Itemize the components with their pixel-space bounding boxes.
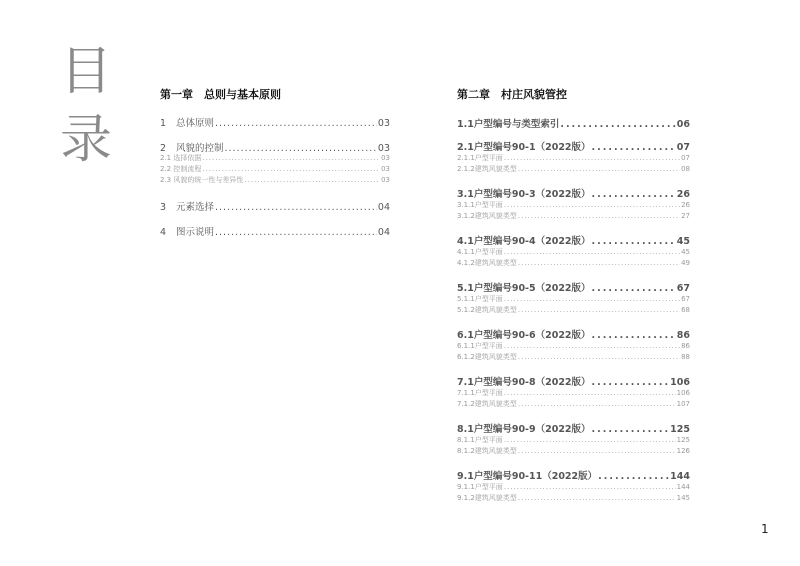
- leader-dots: [518, 447, 676, 455]
- leader-dots: [598, 471, 669, 482]
- toc-section: [457, 280, 690, 316]
- toc-entry[interactable]: [457, 233, 690, 247]
- leader-dots: [244, 176, 380, 184]
- leader-dots: [504, 436, 676, 444]
- toc-entry-label: 5.1.1户型平面: [457, 295, 503, 303]
- toc-entry[interactable]: [457, 399, 690, 410]
- toc-entry-page: 144: [670, 471, 690, 482]
- leader-dots: [504, 342, 680, 350]
- toc-entry-label: [160, 224, 214, 237]
- toc-entry[interactable]: [160, 175, 390, 186]
- toc-entry-label: 2.1.2建筑风貌类型: [457, 165, 517, 173]
- toc-title-char-2: 录: [60, 110, 113, 170]
- toc-entry[interactable]: [457, 446, 690, 457]
- chapter1-toc: [160, 115, 390, 249]
- toc-entry[interactable]: [457, 352, 690, 363]
- toc-entry-label: 6.1.2建筑风貌类型: [457, 353, 517, 361]
- toc-entry[interactable]: [457, 493, 690, 504]
- toc-entry-label: 8.1.1户型平面: [457, 436, 503, 444]
- toc-entry-label: 9.1户型编号90-11（2022版）: [457, 471, 598, 482]
- toc-entry[interactable]: [160, 140, 390, 153]
- toc-entry-label: 6.1.1户型平面: [457, 342, 503, 350]
- leader-dots: [215, 202, 377, 212]
- toc-entry-page: 125: [670, 424, 690, 435]
- toc-entry-page: 45: [681, 248, 690, 256]
- toc-entry-number: 4: [160, 227, 167, 237]
- toc-section: [160, 140, 390, 186]
- toc-entry[interactable]: [457, 153, 690, 164]
- toc-entry-label: 9.1.1户型平面: [457, 483, 503, 491]
- toc-entry[interactable]: [457, 421, 690, 435]
- toc-entry-page: 03: [381, 176, 390, 184]
- leader-dots: [518, 165, 680, 173]
- page-number: 1: [761, 522, 769, 536]
- leader-dots: [504, 389, 676, 397]
- toc-entry-page: 06: [676, 119, 690, 130]
- toc-entry-label: 3.1.2建筑风貌类型: [457, 212, 517, 220]
- toc-section: [457, 468, 690, 504]
- toc-section: [457, 421, 690, 457]
- toc-entry-page: 04: [377, 202, 390, 212]
- toc-entry-label: 2.2 控制流程: [160, 165, 202, 173]
- toc-entry-page: 106: [676, 389, 690, 397]
- toc-entry[interactable]: [457, 305, 690, 316]
- toc-entry[interactable]: [457, 186, 690, 200]
- toc-entry[interactable]: [457, 139, 690, 153]
- toc-entry-label: 5.1户型编号90-5（2022版）: [457, 283, 591, 294]
- toc-entry-page: 49: [681, 259, 690, 267]
- toc-entry-page: 26: [681, 201, 690, 209]
- toc-entry-page: 04: [377, 227, 390, 237]
- toc-entry-page: 67: [676, 283, 690, 294]
- leader-dots: [518, 212, 680, 220]
- leader-dots: [592, 424, 670, 435]
- toc-section: [457, 139, 690, 175]
- leader-dots: [592, 189, 676, 200]
- toc-entry-label: [160, 199, 214, 212]
- toc-entry-page: 07: [676, 142, 690, 153]
- chapter2-title: 第二章 村庄风貌管控: [457, 88, 567, 101]
- toc-entry-page: 27: [681, 212, 690, 220]
- toc-entry-label: 7.1.1户型平面: [457, 389, 503, 397]
- toc-entry-text: 图示说明: [176, 227, 215, 237]
- toc-entry-label: 9.1.2建筑风貌类型: [457, 494, 517, 502]
- toc-entry-page: 03: [377, 143, 390, 153]
- toc-section: [457, 233, 690, 269]
- toc-entry-label: 2.1 选择依据: [160, 154, 202, 162]
- toc-entry-page: 86: [676, 330, 690, 341]
- toc-entry-number: 2: [160, 143, 167, 153]
- toc-entry-page: 03: [381, 154, 390, 162]
- toc-entry-label: 8.1户型编号90-9（2022版）: [457, 424, 591, 435]
- toc-entry-label: 4.1.2建筑风貌类型: [457, 259, 517, 267]
- toc-entry-page: 07: [681, 154, 690, 162]
- toc-entry-number: 1: [160, 118, 167, 128]
- toc-entry-page: 106: [670, 377, 690, 388]
- toc-entry-page: 125: [676, 436, 690, 444]
- toc-entry[interactable]: [457, 482, 690, 493]
- leader-dots: [504, 154, 680, 162]
- toc-entry[interactable]: [457, 200, 690, 211]
- toc-entry-label: 1.1户型编号与类型索引: [457, 119, 560, 130]
- leader-dots: [504, 248, 680, 256]
- toc-entry-page: 107: [676, 400, 690, 408]
- toc-section: [457, 186, 690, 222]
- toc-section: [160, 199, 390, 212]
- toc-entry[interactable]: [160, 153, 390, 164]
- toc-entry-label: [160, 140, 224, 153]
- toc-entry-label: 3.1户型编号90-3（2022版）: [457, 189, 591, 200]
- toc-entry-label: 2.1户型编号90-1（2022版）: [457, 142, 591, 153]
- leader-dots: [592, 377, 670, 388]
- toc-section: [160, 115, 390, 128]
- leader-dots: [202, 154, 380, 162]
- toc-entry-label: 3.1.1户型平面: [457, 201, 503, 209]
- toc-entry[interactable]: [457, 341, 690, 352]
- toc-entry[interactable]: [160, 224, 390, 237]
- toc-entry-label: 4.1户型编号90-4（2022版）: [457, 236, 591, 247]
- toc-entry-label: 7.1户型编号90-8（2022版）: [457, 377, 591, 388]
- toc-entry-page: 126: [676, 447, 690, 455]
- leader-dots: [215, 227, 377, 237]
- leader-dots: [518, 353, 680, 361]
- leader-dots: [504, 295, 680, 303]
- toc-entry[interactable]: [457, 388, 690, 399]
- leader-dots: [518, 400, 676, 408]
- toc-entry[interactable]: [457, 435, 690, 446]
- toc-entry-page: 08: [681, 165, 690, 173]
- toc-entry-page: 67: [681, 295, 690, 303]
- toc-entry[interactable]: [457, 164, 690, 175]
- toc-section: [160, 224, 390, 237]
- toc-entry-page: 144: [676, 483, 690, 491]
- toc-entry-text: 总体原则: [176, 118, 215, 128]
- toc-title-char-1: 目: [60, 42, 113, 102]
- toc-entry-text: 元素选择: [176, 202, 215, 212]
- toc-entry[interactable]: [457, 327, 690, 341]
- toc-entry-page: 03: [377, 118, 390, 128]
- toc-entry-label: [160, 115, 214, 128]
- toc-entry-page: 68: [681, 306, 690, 314]
- toc-entry[interactable]: [457, 258, 690, 269]
- toc-entry-label: 2.1.1户型平面: [457, 154, 503, 162]
- leader-dots: [504, 483, 676, 491]
- toc-entry-page: 03: [381, 165, 390, 173]
- leader-dots: [592, 142, 676, 153]
- toc-entry-text: 风貌的控制: [176, 143, 224, 153]
- toc-entry-label: 6.1户型编号90-6（2022版）: [457, 330, 591, 341]
- leader-dots: [592, 283, 676, 294]
- toc-entry[interactable]: [457, 374, 690, 388]
- toc-entry-label: 4.1.1户型平面: [457, 248, 503, 256]
- toc-entry[interactable]: [160, 164, 390, 175]
- toc-entry[interactable]: [457, 247, 690, 258]
- leader-dots: [225, 143, 377, 153]
- toc-section: [457, 327, 690, 363]
- toc-entry[interactable]: [457, 294, 690, 305]
- toc-entry-label: 7.1.2建筑风貌类型: [457, 400, 517, 408]
- toc-entry-page: 88: [681, 353, 690, 361]
- leader-dots: [518, 494, 676, 502]
- leader-dots: [518, 259, 680, 267]
- toc-entry[interactable]: [457, 211, 690, 222]
- leader-dots: [592, 330, 676, 341]
- toc-entry-page: 86: [681, 342, 690, 350]
- toc-entry[interactable]: [160, 115, 390, 128]
- toc-entry-page: 45: [676, 236, 690, 247]
- toc-entry[interactable]: [457, 468, 690, 482]
- toc-entry-number: 3: [160, 202, 167, 212]
- toc-section: [457, 374, 690, 410]
- toc-entry-label: 8.1.2建筑风貌类型: [457, 447, 517, 455]
- leader-dots: [504, 201, 680, 209]
- toc-section: [457, 116, 690, 130]
- toc-entry-page: 26: [676, 189, 690, 200]
- toc-entry[interactable]: [160, 199, 390, 212]
- chapter1-title: 第一章 总则与基本原则: [160, 88, 281, 101]
- leader-dots: [518, 306, 680, 314]
- toc-entry-label: 5.1.2建筑风貌类型: [457, 306, 517, 314]
- toc-entry[interactable]: [457, 280, 690, 294]
- leader-dots: [592, 236, 676, 247]
- toc-entry-label: 2.3 风貌的统一性与差异性: [160, 176, 244, 184]
- leader-dots: [215, 118, 377, 128]
- leader-dots: [202, 165, 380, 173]
- toc-entry-page: 145: [676, 494, 690, 502]
- leader-dots: [560, 119, 675, 130]
- toc-entry[interactable]: [457, 116, 690, 130]
